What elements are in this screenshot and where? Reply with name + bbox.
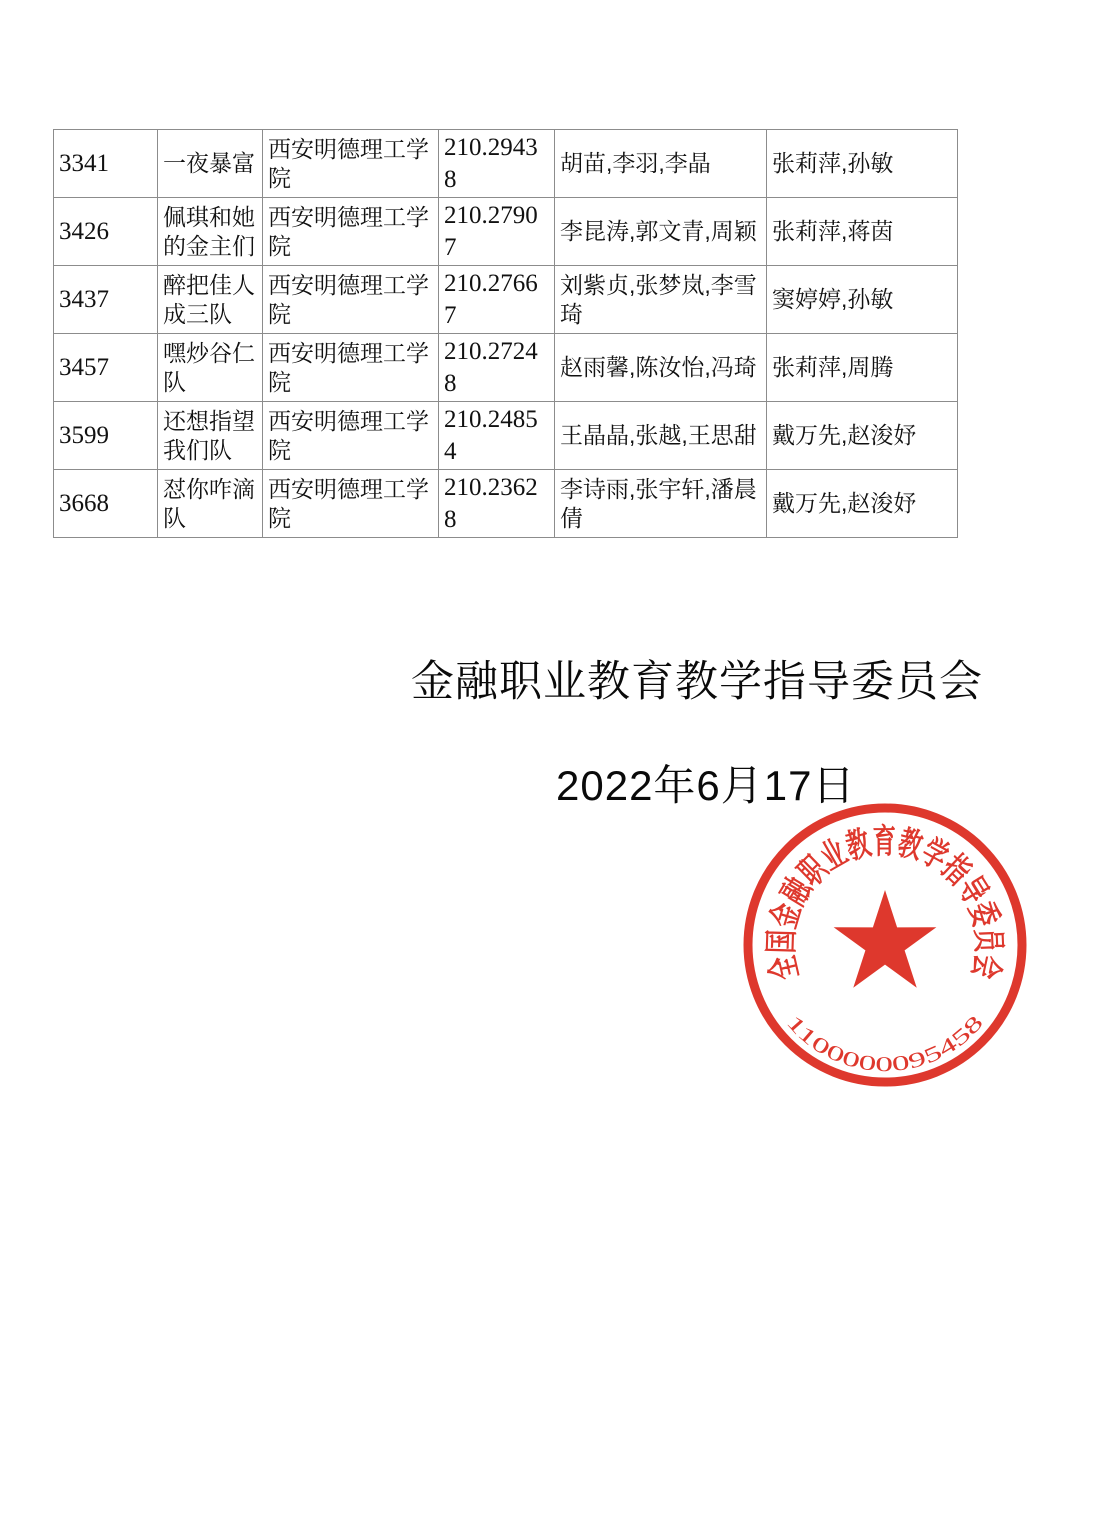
seal-graphic <box>740 800 1030 1090</box>
school-cell: 西安明德理工学院 <box>263 402 439 470</box>
score-cell: 210.23628 <box>439 470 555 538</box>
members-cell: 赵雨馨,陈汝怡,冯琦 <box>555 334 767 402</box>
table-row <box>54 198 958 266</box>
team-name-cell: 一夜暴富 <box>158 130 263 198</box>
table-row <box>54 334 958 402</box>
team-name-cell: 嘿炒谷仁队 <box>158 334 263 402</box>
advisors-cell: 戴万先,赵浚妤 <box>767 470 958 538</box>
advisors-cell: 张莉萍,周腾 <box>767 334 958 402</box>
seal-ring-text: 全国金融职业教育教学指导委员会 <box>761 821 1009 993</box>
team-id-cell: 3599 <box>54 402 158 470</box>
table-row <box>54 266 958 334</box>
members-cell: 胡苗,李羽,李晶 <box>555 130 767 198</box>
team-id-cell: 3457 <box>54 334 158 402</box>
school-cell: 西安明德理工学院 <box>263 470 439 538</box>
team-id-cell: 3668 <box>54 470 158 538</box>
table-row <box>54 470 958 538</box>
score-cell: 210.27248 <box>439 334 555 402</box>
advisors-cell: 戴万先,赵浚妤 <box>767 402 958 470</box>
issue-date: 2022年6月17日 <box>556 762 856 809</box>
team-name-cell: 醉把佳人成三队 <box>158 266 263 334</box>
score-cell: 210.29438 <box>439 130 555 198</box>
seal-serial-number: 1100000095458 <box>781 1010 984 1077</box>
advisors-cell: 张莉萍,蒋茵 <box>767 198 958 266</box>
school-cell: 西安明德理工学院 <box>263 334 439 402</box>
members-cell: 刘紫贞,张梦岚,李雪琦 <box>555 266 767 334</box>
team-name-cell: 还想指望我们队 <box>158 402 263 470</box>
team-id-cell: 3437 <box>54 266 158 334</box>
advisors-cell: 窦婷婷,孙敏 <box>767 266 958 334</box>
score-cell: 210.27667 <box>439 266 555 334</box>
members-cell: 李诗雨,张宇轩,潘晨倩 <box>555 470 767 538</box>
school-cell: 西安明德理工学院 <box>263 130 439 198</box>
advisors-cell: 张莉萍,孙敏 <box>767 130 958 198</box>
members-cell: 王晶晶,张越,王思甜 <box>555 402 767 470</box>
committee-signature: 金融职业教育教学指导委员会 <box>411 658 983 706</box>
table-row <box>54 402 958 470</box>
team-id-cell: 3426 <box>54 198 158 266</box>
school-cell: 西安明德理工学院 <box>263 198 439 266</box>
members-cell: 李昆涛,郭文青,周颖 <box>555 198 767 266</box>
team-name-cell: 佩琪和她的金主们 <box>158 198 263 266</box>
table-row <box>54 130 958 198</box>
results-table-container <box>53 129 958 538</box>
results-table <box>53 129 958 538</box>
official-seal <box>740 800 1030 1090</box>
score-cell: 210.24854 <box>439 402 555 470</box>
team-id-cell: 3341 <box>54 130 158 198</box>
score-cell: 210.27907 <box>439 198 555 266</box>
team-name-cell: 怼你咋滴队 <box>158 470 263 538</box>
seal-star-icon <box>834 890 937 988</box>
school-cell: 西安明德理工学院 <box>263 266 439 334</box>
